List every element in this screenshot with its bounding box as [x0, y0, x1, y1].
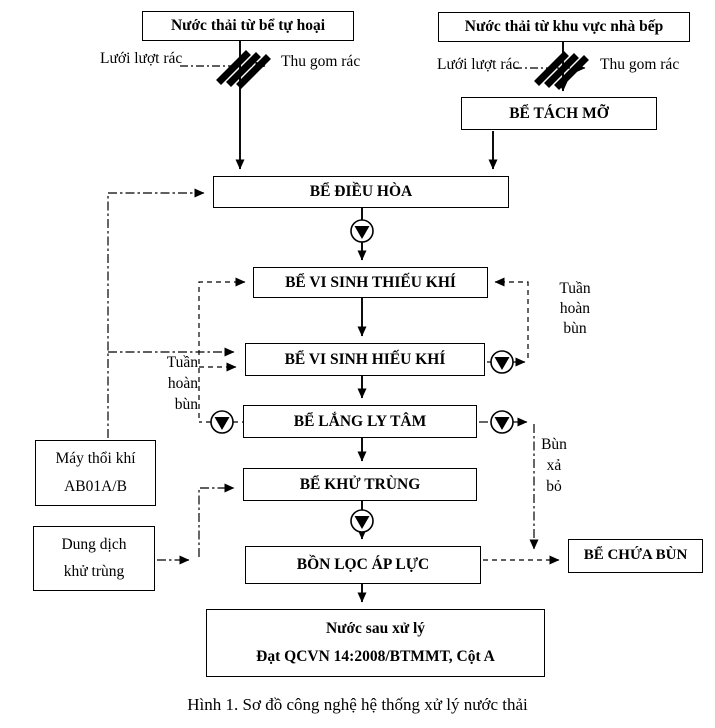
treated-water-line2: Đạt QCVN 14:2008/BTMMT, Cột A [256, 648, 495, 666]
node-centrifugal-settling-tank: BỂ LẮNG LY TÂM [243, 405, 477, 438]
label-trash-collection-right: Thu gom rác [600, 56, 680, 73]
air-blower-line1: Máy thổi khí [55, 450, 136, 468]
node-grease-separation-tank: BỂ TÁCH MỠ [461, 97, 657, 130]
label-sludge-recirculation-left: Tuần hoàn bùn [166, 354, 198, 413]
label-trash-screen-left: Lưới lượt rác [100, 50, 183, 67]
label-sludge-discharge: Bùn xả bỏ [541, 436, 567, 495]
bar-screen-icon [221, 55, 266, 84]
pump-icon [351, 510, 373, 532]
pump-icon [351, 220, 373, 242]
label-trash-collection-left: Thu gom rác [281, 53, 361, 70]
node-anoxic-bio-tank: BỂ VI SINH THIẾU KHÍ [253, 267, 488, 298]
node-equalization-tank: BỂ ĐIỀU HÒA [213, 176, 509, 208]
node-aerobic-bio-tank: BỂ VI SINH HIẾU KHÍ [245, 343, 485, 376]
node-sludge-storage-tank: BỂ CHỨA BÙN [568, 539, 703, 573]
bar-screen-icon [539, 56, 584, 85]
node-disinfection-tank: BỂ KHỬ TRÙNG [243, 468, 477, 501]
pump-icon [491, 411, 513, 433]
label-sludge-recirculation-right: Tuần hoàn bùn [559, 280, 591, 337]
node-air-blower [35, 440, 156, 506]
node-treated-water-output [206, 609, 545, 677]
node-disinfectant-solution [33, 526, 155, 591]
disinfectant-line1: Dung dịch [61, 536, 127, 554]
air-blower-line2: AB01A/B [64, 477, 127, 495]
pump-icon [491, 351, 513, 373]
pump-icon [211, 411, 233, 433]
disinfectant-line2: khử trùng [63, 563, 125, 581]
node-septic-wastewater: Nước thải từ bể tự hoại [142, 11, 354, 41]
node-pressure-filter-tank: BỒN LỌC ÁP LỰC [245, 546, 481, 584]
figure-caption: Hình 1. Sơ đồ công nghệ hệ thống xử lý nước thải [187, 695, 528, 714]
label-trash-screen-right: Lưới lượt rác [437, 56, 520, 73]
treated-water-line1: Nước sau xử lý [325, 620, 426, 638]
node-kitchen-wastewater: Nước thải từ khu vực nhà bếp [438, 12, 690, 42]
